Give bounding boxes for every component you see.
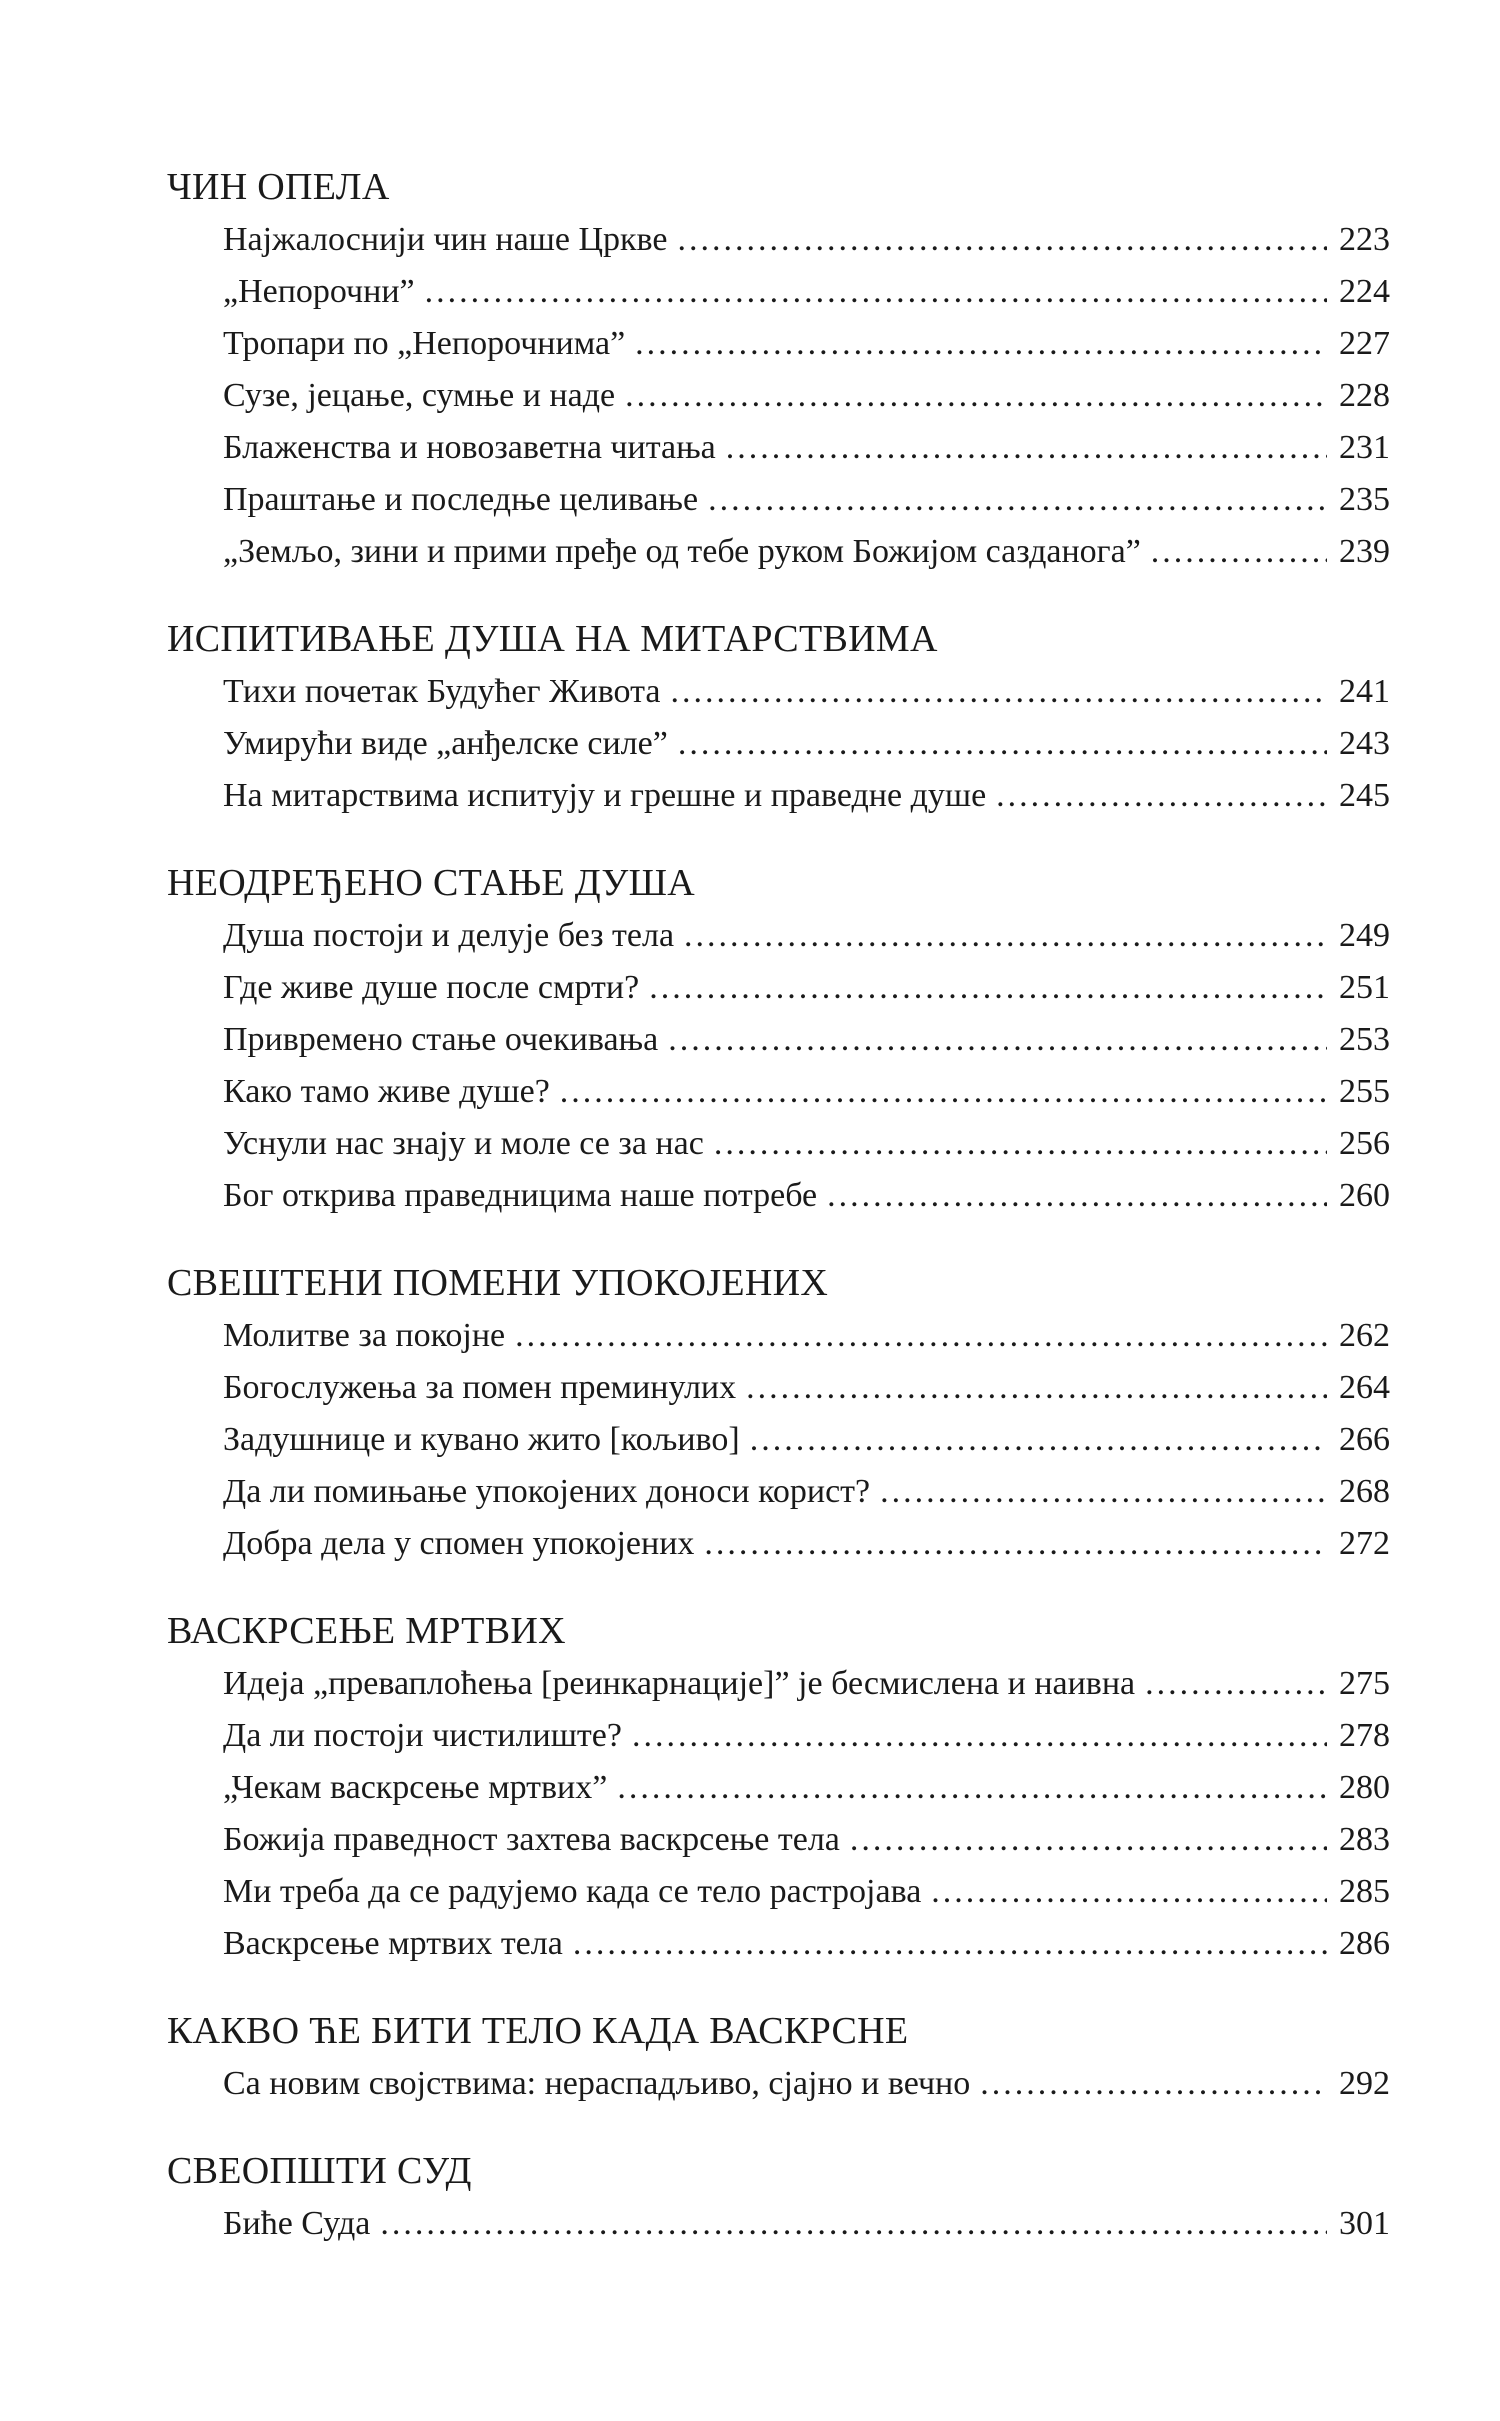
toc-entry[interactable]	[223, 1814, 1390, 1866]
entry-title: „Непорочни”	[223, 273, 415, 310]
toc-entry[interactable]	[223, 1362, 1390, 1414]
entry-title: Да ли помињање упокојених доноси корист?	[223, 1473, 871, 1510]
section-entries	[223, 214, 1390, 578]
page-number: 255	[1339, 1073, 1390, 1110]
dot-leader	[678, 718, 1327, 770]
toc-entry[interactable]	[223, 2198, 1390, 2250]
page-number: 228	[1339, 377, 1390, 414]
dot-leader	[649, 962, 1327, 1014]
dot-leader	[515, 1310, 1327, 1362]
entry-title: Тропари по „Непорочнима”	[223, 325, 626, 362]
toc-entry[interactable]	[223, 1014, 1390, 1066]
page-number: 239	[1339, 533, 1390, 570]
dot-leader	[931, 1866, 1327, 1918]
toc-entry[interactable]	[223, 1118, 1390, 1170]
page-number: 223	[1339, 221, 1390, 258]
toc-entry[interactable]	[223, 1762, 1390, 1814]
page-number: 235	[1339, 481, 1390, 518]
page-number: 251	[1339, 969, 1390, 1006]
toc-section	[167, 164, 1390, 578]
section-title: СВЕОПШТИ СУД	[167, 2150, 472, 2192]
dot-leader	[1145, 1658, 1327, 1710]
dot-leader	[726, 422, 1327, 474]
toc-section	[167, 1260, 1390, 1570]
page-number: 231	[1339, 429, 1390, 466]
entry-title: Бог открива праведницима наше потребе	[223, 1177, 818, 1214]
entry-title: Добра дела у спомен упокојених	[223, 1525, 695, 1562]
toc-section	[167, 616, 1390, 822]
entry-title: Васкрсење мртвих тела	[223, 1925, 563, 1962]
dot-leader	[684, 910, 1327, 962]
page-number: 253	[1339, 1021, 1390, 1058]
page-number: 224	[1339, 273, 1390, 310]
entry-title: Блаженства и новозаветна читања	[223, 429, 716, 466]
toc-entry[interactable]	[223, 266, 1390, 318]
entry-title: Привремено стање очекивања	[223, 1021, 659, 1058]
section-entries	[223, 666, 1390, 822]
entry-title: На митарствима испитују и грешне и праведне душе	[223, 777, 987, 814]
toc-entry[interactable]	[223, 718, 1390, 770]
page-number: 249	[1339, 917, 1390, 954]
dot-leader	[635, 318, 1327, 370]
dot-leader	[827, 1170, 1327, 1222]
toc-entry[interactable]	[223, 910, 1390, 962]
toc-entry[interactable]	[223, 1518, 1390, 1570]
dot-leader	[996, 770, 1327, 822]
toc-entry[interactable]	[223, 770, 1390, 822]
dot-leader	[980, 2058, 1327, 2110]
section-entries	[223, 2198, 1390, 2250]
section-title: СВЕШТЕНИ ПОМЕНИ УПОКОЈЕНИХ	[167, 1262, 829, 1304]
toc-entry[interactable]	[223, 370, 1390, 422]
toc-section	[167, 2008, 1390, 2110]
page-number: 243	[1339, 725, 1390, 762]
dot-leader	[632, 1710, 1327, 1762]
section-title: ИСПИТИВАЊЕ ДУША НА МИТАРСТВИМА	[167, 618, 938, 660]
entry-title: Богослужења за помен преминулих	[223, 1369, 737, 1406]
section-title: КАКВО ЋЕ БИТИ ТЕЛО КАДА ВАСКРСНЕ	[167, 2010, 909, 2052]
dot-leader	[880, 1466, 1327, 1518]
dot-leader	[425, 266, 1327, 318]
page-number: 285	[1339, 1873, 1390, 1910]
toc-entry[interactable]	[223, 1658, 1390, 1710]
entry-title: Душа постоји и делује без тела	[223, 917, 675, 954]
entry-title: Божија праведност захтева васкрсење тела	[223, 1821, 840, 1858]
toc-entry[interactable]	[223, 1414, 1390, 1466]
toc-section	[167, 2148, 1390, 2250]
toc-entry[interactable]	[223, 1918, 1390, 1970]
entry-title: Праштање и последње целивање	[223, 481, 699, 518]
toc-entry[interactable]	[223, 1710, 1390, 1762]
toc-entry[interactable]	[223, 962, 1390, 1014]
toc-entry[interactable]	[223, 422, 1390, 474]
page-number: 245	[1339, 777, 1390, 814]
toc-section	[167, 860, 1390, 1222]
page-number: 262	[1339, 1317, 1390, 1354]
section-title: НЕОДРЕЂЕНО СТАЊЕ ДУША	[167, 862, 695, 904]
page-number: 272	[1339, 1525, 1390, 1562]
entry-title: Ми треба да се радујемо када се тело растројава	[223, 1873, 922, 1910]
dot-leader	[850, 1814, 1327, 1866]
page-number: 283	[1339, 1821, 1390, 1858]
dot-leader	[617, 1762, 1327, 1814]
dot-leader	[750, 1414, 1327, 1466]
dot-leader	[708, 474, 1327, 526]
entry-title: Уснули нас знају и моле се за нас	[223, 1125, 704, 1162]
section-entries	[223, 2058, 1390, 2110]
dot-leader	[670, 666, 1327, 718]
page-number: 278	[1339, 1717, 1390, 1754]
dot-leader	[560, 1066, 1327, 1118]
toc-entry[interactable]	[223, 214, 1390, 266]
entry-title: Како тамо живе душе?	[223, 1073, 550, 1110]
entry-title: „Чекам васкрсење мртвих”	[223, 1769, 608, 1806]
section-entries	[223, 910, 1390, 1222]
section-title: ВАСКРСЕЊЕ МРТВИХ	[167, 1610, 566, 1652]
dot-leader	[746, 1362, 1327, 1414]
dot-leader	[1151, 526, 1327, 578]
page-number: 301	[1339, 2205, 1390, 2242]
dot-leader	[704, 1518, 1327, 1570]
page-number: 280	[1339, 1769, 1390, 1806]
section-title: ЧИН ОПЕЛА	[167, 166, 390, 208]
page-number: 260	[1339, 1177, 1390, 1214]
entry-title: Биће Суда	[223, 2205, 371, 2242]
toc-entry[interactable]	[223, 1466, 1390, 1518]
toc-entry[interactable]	[223, 1866, 1390, 1918]
dot-leader	[677, 214, 1327, 266]
entry-title: Најжалоснији чин наше Цркве	[223, 221, 668, 258]
page-number: 256	[1339, 1125, 1390, 1162]
entry-title: Тихи почетак Будућег Живота	[223, 673, 661, 710]
page-number: 275	[1339, 1665, 1390, 1702]
toc-entry[interactable]	[223, 526, 1390, 578]
page-number: 227	[1339, 325, 1390, 362]
dot-leader	[573, 1918, 1327, 1970]
page-number: 241	[1339, 673, 1390, 710]
toc-entry[interactable]	[223, 1170, 1390, 1222]
entry-title: Где живе душе после смрти?	[223, 969, 640, 1006]
page-number: 268	[1339, 1473, 1390, 1510]
entry-title: Умирући виде „анђелске силе”	[223, 725, 668, 762]
page-number: 264	[1339, 1369, 1390, 1406]
toc-section	[167, 1608, 1390, 1970]
toc-entry[interactable]	[223, 318, 1390, 370]
page-number: 286	[1339, 1925, 1390, 1962]
dot-leader	[714, 1118, 1327, 1170]
page-number: 292	[1339, 2065, 1390, 2102]
section-entries	[223, 1310, 1390, 1570]
page-number: 266	[1339, 1421, 1390, 1458]
toc-entry[interactable]	[223, 1310, 1390, 1362]
entry-title: Идеја „преваплоћења [реинкарнације]” је бесмислена и наивна	[223, 1665, 1136, 1702]
toc-entry[interactable]	[223, 2058, 1390, 2110]
dot-leader	[380, 2198, 1327, 2250]
entry-title: Са новим својствима: нераспадљиво, сјајно и вечно	[223, 2065, 971, 2102]
entry-title: Да ли постоји чистилиште?	[223, 1717, 622, 1754]
entry-title: Молитве за покојне	[223, 1317, 506, 1354]
entry-title: „Земљо, зини и прими пређе од тебе руком Божијом сазданога”	[223, 533, 1141, 570]
toc-entry[interactable]	[223, 474, 1390, 526]
entry-title: Сузе, јецање, сумње и наде	[223, 377, 616, 414]
toc-entry[interactable]	[223, 1066, 1390, 1118]
toc-entry[interactable]	[223, 666, 1390, 718]
entry-title: Задушнице и кувано жито [кољиво]	[223, 1421, 740, 1458]
section-entries	[223, 1658, 1390, 1970]
table-of-contents	[167, 164, 1390, 2288]
dot-leader	[625, 370, 1327, 422]
dot-leader	[668, 1014, 1327, 1066]
